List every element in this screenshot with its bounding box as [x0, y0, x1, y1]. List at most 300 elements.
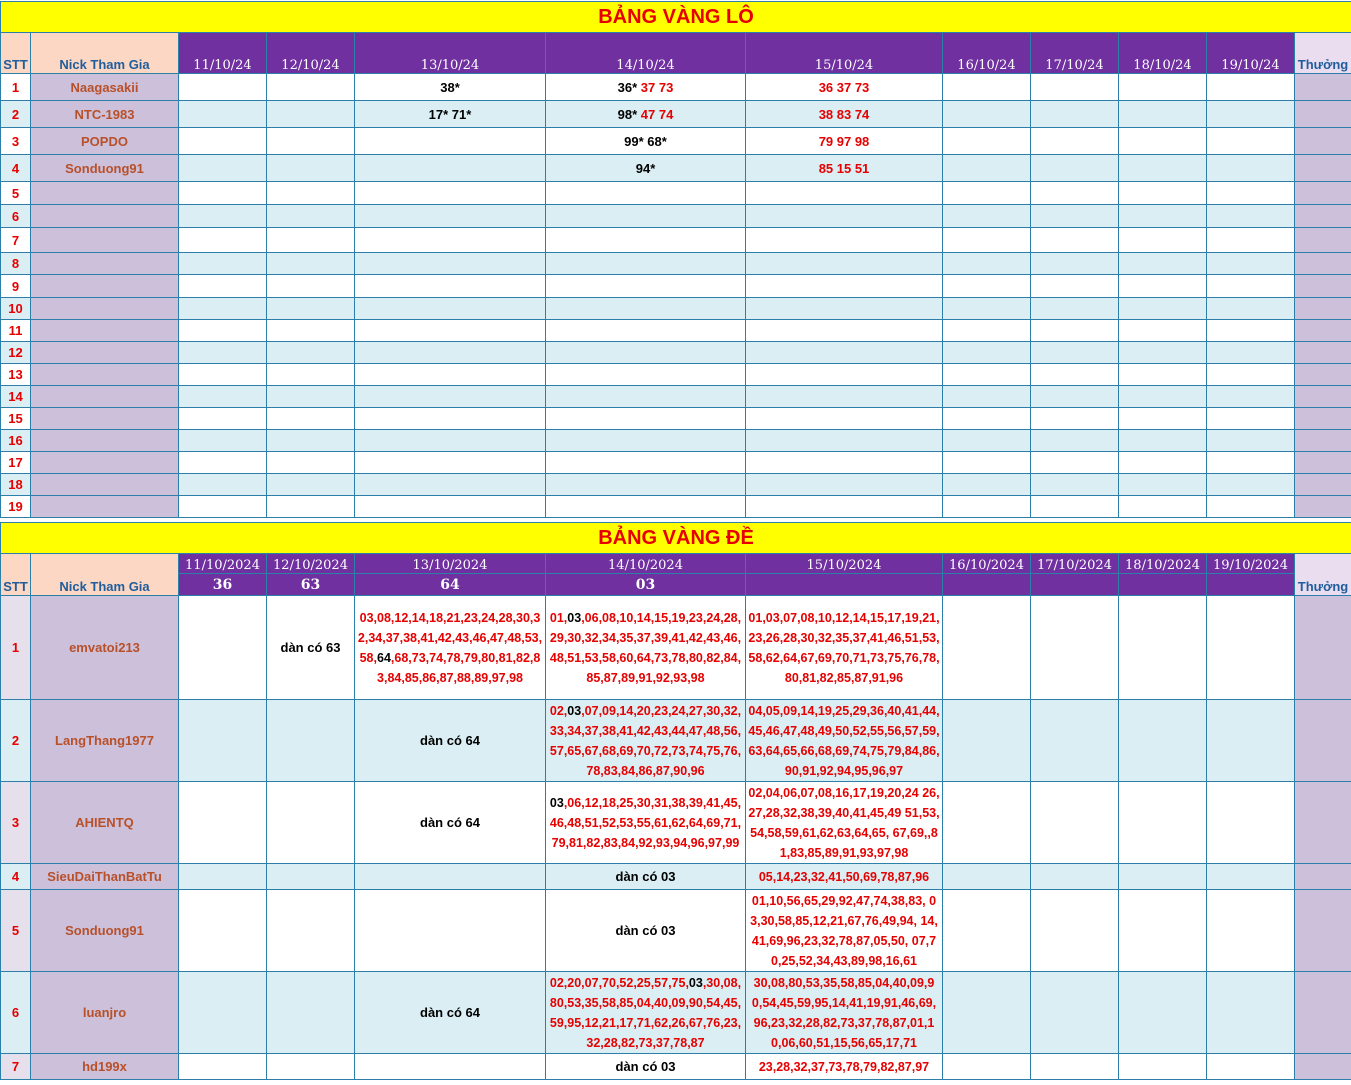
nick-name: Sonduong91 — [31, 155, 179, 182]
row-number: 5 — [1, 890, 31, 972]
nick-name — [31, 430, 179, 452]
lo-prize-header: Thưởng — [1295, 33, 1351, 74]
lo-cell — [267, 101, 355, 128]
lo-cell — [746, 408, 943, 430]
number-segment: 80,82,84,85,87,89,91,92,93,98 — [586, 650, 742, 685]
de-row — [1, 972, 1351, 1054]
row-number: 16 — [1, 430, 31, 452]
lo-cell — [179, 408, 267, 430]
lo-cell — [546, 474, 746, 496]
lo-cell — [179, 128, 267, 155]
de-cell — [746, 782, 943, 864]
number-segment: ,80,53,35,58,85,04,40,09,90,54,4 — [549, 975, 742, 1010]
lo-cell — [179, 364, 267, 386]
number-segment: ,06,08,10,14,15,19,23,24, — [581, 610, 724, 625]
lo-cell — [355, 155, 546, 182]
lo-cell — [355, 128, 546, 155]
lo-table — [0, 1, 1351, 518]
nick-name — [31, 386, 179, 408]
number-segment: 02, — [549, 703, 568, 718]
lo-cell — [546, 101, 746, 128]
prize-cell — [1295, 452, 1351, 474]
number-segment: 43,46,48,51,53,58,60,64,73,78, — [549, 630, 742, 665]
lo-date-header: 11/10/24 — [179, 33, 267, 74]
number-list: 30,08,80,53,35,58,85,04,40,09,9 0,54,45,59,95,14,41,19,91,46,69, 96,23,32,28,82,73,37,78,87,01,1 0,06,60,51,15,56,65,17,71 — [751, 975, 937, 1050]
lo-date-header: 14/10/24 — [546, 33, 746, 74]
de-nick-header: Nick Tham Gia — [31, 554, 179, 596]
number-segment: ,06,12,18,25,30,31,38,39,41,45 — [563, 795, 738, 810]
nick-name: hd199x — [31, 1054, 179, 1080]
de-cell: dàn có 64 — [355, 782, 546, 864]
row-number: 11 — [1, 320, 31, 342]
lo-cell — [1119, 74, 1207, 101]
lo-cell — [267, 205, 355, 228]
number-segment: ,07,09,14,20,23,24,27,30 — [581, 703, 721, 718]
lo-cell: 38* — [355, 74, 546, 101]
lo-cell — [943, 320, 1031, 342]
de-cell — [179, 596, 267, 700]
number-segment: ,68,73,74,78,79,80,81, — [390, 650, 517, 665]
lo-row — [1, 474, 1351, 496]
lo-cell — [943, 205, 1031, 228]
number-list — [546, 608, 745, 688]
lo-cell: 79 97 98 — [746, 128, 943, 155]
de-result: 64 — [355, 574, 546, 596]
lo-cell — [943, 496, 1031, 518]
lo-cell — [355, 228, 546, 253]
lo-cell — [546, 205, 746, 228]
lo-cell — [1119, 228, 1207, 253]
lo-date-header: 13/10/24 — [355, 33, 546, 74]
de-date-header: 11/10/2024 — [179, 554, 267, 574]
row-number: 12 — [1, 342, 31, 364]
lo-cell — [355, 182, 546, 205]
de-date-header: 13/10/2024 — [355, 554, 546, 574]
lo-cell — [355, 386, 546, 408]
lo-cell — [746, 182, 943, 205]
de-cell — [546, 700, 746, 782]
lo-cell — [1031, 496, 1119, 518]
lo-cell — [1119, 275, 1207, 298]
lo-cell — [1031, 342, 1119, 364]
lo-cell — [546, 320, 746, 342]
lo-cell — [546, 430, 746, 452]
lo-cell — [1119, 430, 1207, 452]
lo-cell — [546, 275, 746, 298]
lo-cell — [267, 408, 355, 430]
lo-cell — [267, 182, 355, 205]
de-result: 63 — [267, 574, 355, 596]
number-list — [355, 608, 545, 688]
lo-cell — [1119, 320, 1207, 342]
lo-nick-header: Nick Tham Gia — [31, 33, 179, 74]
nick-name: LangThang1977 — [31, 700, 179, 782]
lo-cell — [355, 496, 546, 518]
de-date-header: 12/10/2024 — [267, 554, 355, 574]
lo-date-header: 17/10/24 — [1031, 33, 1119, 74]
prize-cell — [1295, 474, 1351, 496]
lo-cell — [1031, 408, 1119, 430]
lo-cell — [546, 298, 746, 320]
de-cell — [746, 890, 943, 972]
lo-cell — [267, 253, 355, 275]
de-cell — [746, 864, 943, 890]
lo-cell — [1207, 364, 1295, 386]
lo-cell — [746, 205, 943, 228]
de-cell — [1119, 864, 1207, 890]
lo-cell — [1207, 408, 1295, 430]
lo-cell — [1207, 128, 1295, 155]
de-cell — [1119, 972, 1207, 1054]
lo-cell — [943, 408, 1031, 430]
lo-cell — [1207, 496, 1295, 518]
prize-cell — [1295, 74, 1351, 101]
prize-cell — [1295, 972, 1351, 1054]
lo-cell — [1031, 386, 1119, 408]
lo-cell — [179, 320, 267, 342]
lo-cell — [746, 342, 943, 364]
de-cell — [943, 700, 1031, 782]
lo-cell — [1207, 320, 1295, 342]
de-cell — [546, 972, 746, 1054]
nick-name — [31, 320, 179, 342]
nick-name — [31, 253, 179, 275]
de-date-header: 19/10/2024 — [1207, 554, 1295, 574]
lo-cell — [355, 253, 546, 275]
row-number: 6 — [1, 972, 31, 1054]
hit-number: 03 — [567, 703, 582, 718]
lo-cell — [1031, 74, 1119, 101]
lo-date-header: 15/10/24 — [746, 33, 943, 74]
row-number: 9 — [1, 275, 31, 298]
prize-cell — [1295, 496, 1351, 518]
lo-cell — [355, 320, 546, 342]
lo-cell — [546, 496, 746, 518]
de-date-header: 17/10/2024 — [1031, 554, 1119, 574]
nick-name — [31, 408, 179, 430]
number-list — [546, 973, 745, 1053]
de-date-header: 15/10/2024 — [746, 554, 943, 574]
de-date-header: 14/10/2024 — [546, 554, 746, 574]
lo-cell — [1119, 182, 1207, 205]
lo-cell — [943, 101, 1031, 128]
nick-name — [31, 474, 179, 496]
lo-row — [1, 101, 1351, 128]
lo-cell — [267, 275, 355, 298]
number-list — [546, 701, 745, 781]
prize-cell — [1295, 253, 1351, 275]
lo-cell: 38 83 74 — [746, 101, 943, 128]
prize-cell — [1295, 700, 1351, 782]
lo-cell — [546, 408, 746, 430]
de-result: 36 — [179, 574, 267, 596]
row-number: 4 — [1, 864, 31, 890]
lo-cell — [355, 364, 546, 386]
de-cell — [179, 782, 267, 864]
de-title: BẢNG VÀNG ĐỀ — [1, 523, 1351, 554]
de-cell — [1031, 864, 1119, 890]
de-row — [1, 700, 1351, 782]
row-number: 5 — [1, 182, 31, 205]
prize-cell — [1295, 298, 1351, 320]
lo-cell — [1119, 496, 1207, 518]
lo-date-header: 19/10/24 — [1207, 33, 1295, 74]
de-cell — [943, 864, 1031, 890]
de-stt-header: STT — [1, 554, 31, 596]
de-cell — [1119, 890, 1207, 972]
lo-cell — [179, 74, 267, 101]
lo-cell — [1031, 275, 1119, 298]
lo-cell — [267, 364, 355, 386]
lo-cell — [943, 253, 1031, 275]
lo-cell — [179, 275, 267, 298]
lo-cell — [267, 430, 355, 452]
row-number: 15 — [1, 408, 31, 430]
lo-cell — [943, 128, 1031, 155]
de-result — [1031, 574, 1119, 596]
lo-cell — [267, 155, 355, 182]
nick-name — [31, 452, 179, 474]
row-number: 2 — [1, 101, 31, 128]
lo-cell — [546, 364, 746, 386]
nick-name: emvatoi213 — [31, 596, 179, 700]
de-cell — [179, 1054, 267, 1080]
number-segment: 1,79,81,82,83,84,92,93,94,96,97, — [551, 815, 742, 850]
lo-row — [1, 253, 1351, 275]
lo-cell — [546, 128, 746, 155]
lo-pick-black: 36* — [617, 79, 638, 95]
lo-cell — [1207, 386, 1295, 408]
lo-cell — [267, 298, 355, 320]
de-row — [1, 782, 1351, 864]
de-cell — [355, 864, 546, 890]
lo-cell — [1119, 474, 1207, 496]
lo-cell — [1031, 155, 1119, 182]
lo-cell — [1119, 452, 1207, 474]
prize-cell — [1295, 101, 1351, 128]
de-cell — [179, 972, 267, 1054]
de-row — [1, 890, 1351, 972]
prize-cell — [1295, 320, 1351, 342]
de-cell — [1031, 700, 1119, 782]
lo-cell — [546, 182, 746, 205]
de-cell — [1207, 972, 1295, 1054]
prize-cell — [1295, 155, 1351, 182]
row-number: 3 — [1, 782, 31, 864]
number-list: 01,10,56,65,29,92,47,74,38,83, 03,30,58,85,12,21,67,76,49,94, 14,41,69,96,23,32,78,87,05,50, 07,70,25,52,34,43,89,98,16,61 — [750, 893, 938, 968]
lo-cell — [1207, 474, 1295, 496]
de-cell — [943, 1054, 1031, 1080]
lo-cell — [746, 228, 943, 253]
lo-cell — [1207, 205, 1295, 228]
lo-stt-header: STT — [1, 33, 31, 74]
row-number: 7 — [1, 1054, 31, 1080]
row-number: 4 — [1, 155, 31, 182]
lo-date-header: 12/10/24 — [267, 33, 355, 74]
lo-cell — [179, 342, 267, 364]
nick-name: AHIENTQ — [31, 782, 179, 864]
lo-pick-black: 94* — [635, 160, 656, 176]
de-cell — [267, 864, 355, 890]
number-list — [546, 793, 745, 853]
lo-cell: 17* 71* — [355, 101, 546, 128]
lo-cell — [1207, 155, 1295, 182]
de-cell — [1031, 596, 1119, 700]
lo-row — [1, 205, 1351, 228]
lo-cell — [267, 452, 355, 474]
prize-cell — [1295, 275, 1351, 298]
number-segment: 01, — [549, 610, 568, 625]
de-cell — [1207, 1054, 1295, 1080]
de-result — [746, 574, 943, 596]
lo-title: BẢNG VÀNG LÔ — [1, 2, 1351, 33]
lo-row — [1, 275, 1351, 298]
lo-cell — [1207, 452, 1295, 474]
lo-cell — [179, 474, 267, 496]
lo-cell — [1031, 298, 1119, 320]
number-segment: ,32,33,34,37,38,41,42,43,44,47 — [549, 703, 742, 738]
de-cell — [546, 596, 746, 700]
lo-cell — [1031, 430, 1119, 452]
lo-cell — [746, 298, 943, 320]
lo-cell — [1119, 155, 1207, 182]
lo-row — [1, 408, 1351, 430]
lo-cell — [746, 320, 943, 342]
de-date-header: 18/10/2024 — [1119, 554, 1207, 574]
lo-row — [1, 452, 1351, 474]
lo-cell — [546, 452, 746, 474]
prize-cell — [1295, 890, 1351, 972]
lo-cell — [1207, 228, 1295, 253]
de-table — [0, 522, 1351, 1080]
row-number: 14 — [1, 386, 31, 408]
row-number: 19 — [1, 496, 31, 518]
lo-pick-red: 37 73 — [640, 79, 674, 95]
nick-name: SieuDaiThanBatTu — [31, 864, 179, 890]
de-cell: dàn có 64 — [355, 972, 546, 1054]
de-cell — [943, 972, 1031, 1054]
de-cell — [355, 596, 546, 700]
row-number: 3 — [1, 128, 31, 155]
lo-cell — [355, 298, 546, 320]
number-segment: 99 — [725, 835, 740, 850]
de-cell — [1119, 1054, 1207, 1080]
number-list: 01,03,07,08,10,12,14,15,17,19,21,23,26,28,30,32,35,37,41,46,51,53,58,62,64,67,69,70,71,73,75,76,78,80,81,82,85,87,91,96 — [748, 610, 940, 685]
lo-cell — [1031, 228, 1119, 253]
lo-cell — [746, 452, 943, 474]
de-cell — [267, 782, 355, 864]
prize-cell — [1295, 182, 1351, 205]
lo-row — [1, 74, 1351, 101]
number-segment: 23,32,28,82,73,37,78,87 — [586, 1015, 742, 1050]
prize-cell — [1295, 342, 1351, 364]
row-number: 8 — [1, 253, 31, 275]
prize-cell — [1295, 430, 1351, 452]
lo-row — [1, 128, 1351, 155]
prize-cell — [1295, 205, 1351, 228]
lo-cell — [1207, 342, 1295, 364]
de-prize-header: Thưởng — [1295, 554, 1351, 596]
de-cell — [1207, 700, 1295, 782]
lo-cell: 36 37 73 — [746, 74, 943, 101]
lo-cell — [267, 342, 355, 364]
prize-cell — [1295, 1054, 1351, 1080]
prize-cell — [1295, 228, 1351, 253]
lo-row — [1, 320, 1351, 342]
hit-number: 03 — [549, 795, 564, 810]
nick-name — [31, 342, 179, 364]
lo-row — [1, 155, 1351, 182]
de-cell — [1207, 864, 1295, 890]
lo-cell — [943, 364, 1031, 386]
lo-cell — [267, 474, 355, 496]
de-cell: dàn có 03 — [546, 1054, 746, 1080]
de-cell — [1207, 596, 1295, 700]
lo-cell — [546, 74, 746, 101]
lo-cell — [1119, 386, 1207, 408]
nick-name — [31, 496, 179, 518]
de-row — [1, 1054, 1351, 1080]
number-segment: 03,08,12,14,18,21,23,24,28,30, — [359, 610, 534, 625]
lo-date-header: 18/10/24 — [1119, 33, 1207, 74]
lo-cell — [355, 474, 546, 496]
lo-cell — [179, 496, 267, 518]
lo-pick-black: 98* — [617, 106, 638, 122]
lo-cell — [179, 253, 267, 275]
de-cell — [179, 890, 267, 972]
de-cell — [1031, 1054, 1119, 1080]
de-cell — [267, 890, 355, 972]
lo-cell — [267, 386, 355, 408]
lo-cell — [1119, 101, 1207, 128]
nick-name — [31, 364, 179, 386]
number-segment: ,46,48,51,52,53,55,61,62,64,69,7 — [549, 795, 742, 830]
number-segment: ,48,56,57,65,67,68,69,70,72,73 — [549, 723, 742, 758]
de-cell — [943, 890, 1031, 972]
de-cell — [1119, 782, 1207, 864]
de-cell: dàn có 63 — [267, 596, 355, 700]
row-number: 18 — [1, 474, 31, 496]
lo-row — [1, 298, 1351, 320]
lo-cell — [179, 101, 267, 128]
lo-cell — [1207, 182, 1295, 205]
lo-row — [1, 496, 1351, 518]
lo-cell — [179, 386, 267, 408]
de-cell — [943, 782, 1031, 864]
lo-cell — [355, 408, 546, 430]
lo-pick-black: 99* 68* — [624, 133, 667, 149]
de-cell — [746, 972, 943, 1054]
number-segment: ,74,75,76,78,83,84,86,87,90,96 — [586, 743, 742, 778]
lo-cell — [1119, 342, 1207, 364]
number-segment: 53,58, — [359, 630, 543, 665]
prize-cell — [1295, 864, 1351, 890]
lo-cell — [943, 386, 1031, 408]
de-cell — [355, 890, 546, 972]
nick-name: POPDO — [31, 128, 179, 155]
lo-cell — [943, 275, 1031, 298]
lo-cell — [546, 386, 746, 408]
de-result: 03 — [546, 574, 746, 596]
de-cell — [1119, 596, 1207, 700]
lo-row — [1, 342, 1351, 364]
row-number: 1 — [1, 596, 31, 700]
lo-cell — [943, 228, 1031, 253]
nick-name — [31, 205, 179, 228]
number-list: 02,04,06,07,08,16,17,19,20,24 26,27,28,32,38,39,40,41,45,49 51,53,54,58,59,61,62,63,64,65, 67,69,,81,83,85,89,91,93,97,98 — [748, 785, 940, 860]
lo-cell — [1207, 430, 1295, 452]
lo-cell — [1207, 74, 1295, 101]
